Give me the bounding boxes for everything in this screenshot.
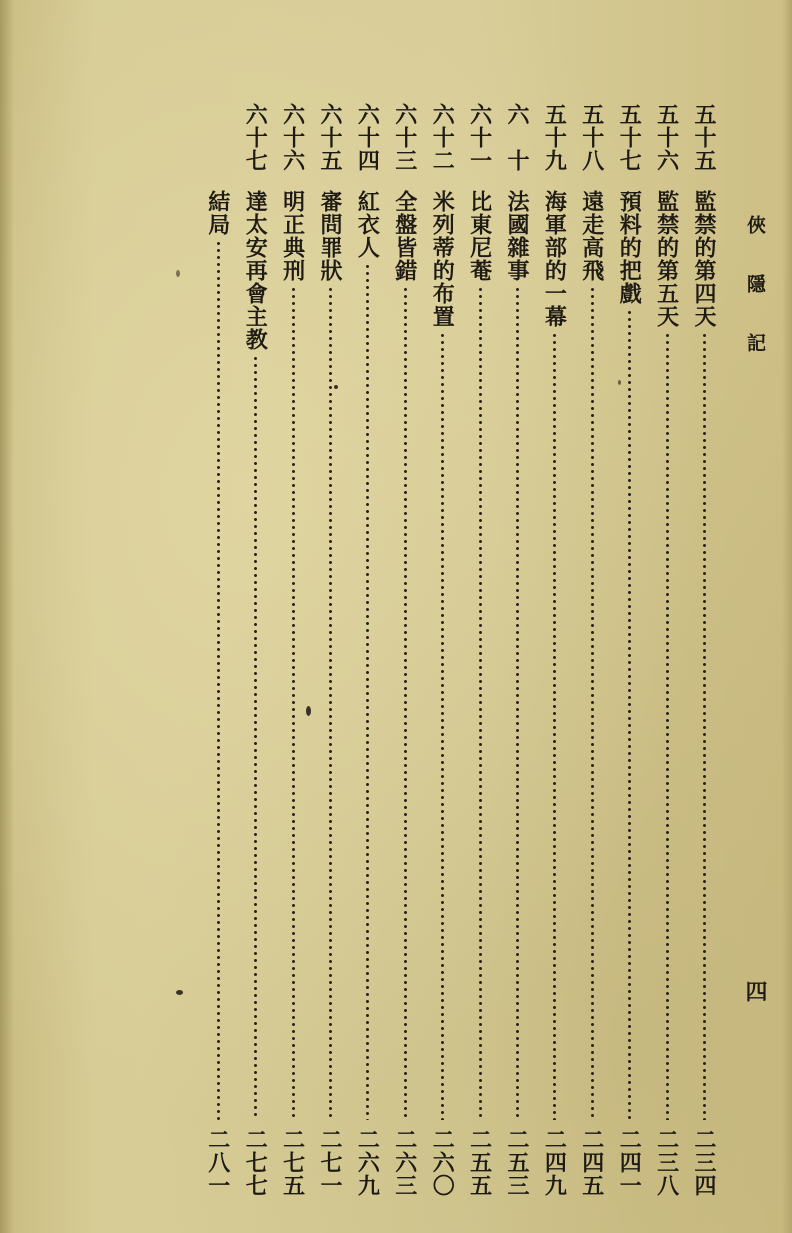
toc-entry: [654, 0, 682, 1233]
leader-dots: [665, 332, 670, 1120]
leader-dots: [478, 286, 483, 1120]
chapter-title: 審問罪狀: [317, 190, 343, 282]
leader-dots: [291, 286, 296, 1120]
leader-dots: [403, 286, 408, 1120]
chapter-page-number: 二六九: [354, 1128, 381, 1197]
chapter-number: 六十五: [317, 103, 343, 172]
paper-speck: [176, 990, 183, 995]
running-header-title: 俠隱記: [744, 215, 766, 392]
chapter-number: 五十六: [653, 103, 680, 172]
chapter-page-number: 二四五: [578, 1128, 605, 1197]
paper-speck: [306, 706, 311, 716]
chapter-title: 法國雜事: [504, 190, 530, 282]
chapter-number: 六十七: [242, 103, 269, 172]
chapter-page-number: 二三八: [653, 1128, 680, 1197]
leader-dots: [440, 332, 445, 1120]
leader-dots: [702, 332, 707, 1120]
chapter-title: 監禁的第四天: [691, 190, 717, 328]
toc-entry: [579, 0, 607, 1233]
leader-dots: [590, 286, 595, 1120]
chapter-page-number: 二八一: [204, 1128, 231, 1197]
chapter-title: 比東尼菴: [466, 190, 493, 282]
page-number: 四: [742, 980, 768, 1002]
chapter-page-number: 二五三: [504, 1128, 530, 1197]
toc-entry: [691, 0, 719, 1233]
leader-dots: [627, 309, 632, 1120]
leader-dots: [328, 286, 333, 1120]
paper-speck: [176, 270, 180, 277]
chapter-page-number: 二六三: [391, 1128, 418, 1197]
toc-entry: [504, 0, 532, 1233]
chapter-title: 監禁的第五天: [653, 190, 680, 328]
chapter-number: 五十七: [616, 103, 643, 172]
chapter-page-number: 二五五: [466, 1128, 493, 1197]
chapter-title: 米列蒂的布置: [429, 190, 456, 328]
chapter-page-number: 二六〇: [429, 1128, 456, 1197]
chapter-page-number: 二七七: [242, 1128, 269, 1197]
chapter-page-number: 二四一: [616, 1128, 643, 1197]
leader-dots: [216, 240, 221, 1120]
toc-entry: [242, 0, 270, 1233]
chapter-page-number: 二七五: [279, 1128, 306, 1197]
toc-entry: [541, 0, 569, 1233]
chapter-title: 預料的把戲: [616, 190, 643, 305]
chapter-title: 明正典刑: [279, 190, 306, 282]
toc-entry: [205, 0, 233, 1233]
toc-entry: [467, 0, 495, 1233]
chapter-number: 五十八: [578, 103, 605, 172]
page-right-edge: [782, 0, 792, 1233]
chapter-page-number: 二三四: [691, 1128, 717, 1197]
chapter-number: 五十五: [691, 103, 717, 172]
leader-dots: [552, 332, 557, 1120]
chapter-title: 遠走高飛: [578, 190, 605, 282]
leader-dots: [365, 263, 370, 1120]
leader-dots: [253, 355, 258, 1120]
chapter-number: 六十四: [354, 103, 381, 172]
paper-speck: [334, 385, 338, 389]
chapter-number: 六十六: [279, 103, 306, 172]
chapter-title: 達太安再會主教: [242, 190, 269, 351]
page-left-edge: [0, 0, 14, 1233]
toc-entry: [616, 0, 644, 1233]
leader-dots: [515, 286, 520, 1120]
chapter-title: 結局: [204, 190, 231, 236]
paper-speck: [618, 380, 621, 385]
toc-entry: [317, 0, 345, 1233]
chapter-page-number: 二四九: [541, 1128, 568, 1197]
chapter-number: 五十九: [541, 103, 568, 172]
toc-entry: [280, 0, 308, 1233]
chapter-number: 六十一: [466, 103, 493, 172]
chapter-page-number: 二七一: [317, 1128, 343, 1197]
chapter-title: 全盤皆錯: [391, 190, 418, 282]
toc-entry: [392, 0, 420, 1233]
toc-entry: [429, 0, 457, 1233]
chapter-title: 海軍部的一幕: [541, 190, 568, 328]
toc-entry: [354, 0, 382, 1233]
chapter-number: 六十二: [429, 103, 456, 172]
chapter-number: 六十三: [391, 103, 418, 172]
chapter-number: 六十: [504, 103, 530, 195]
chapter-title: 紅衣人: [354, 190, 381, 259]
